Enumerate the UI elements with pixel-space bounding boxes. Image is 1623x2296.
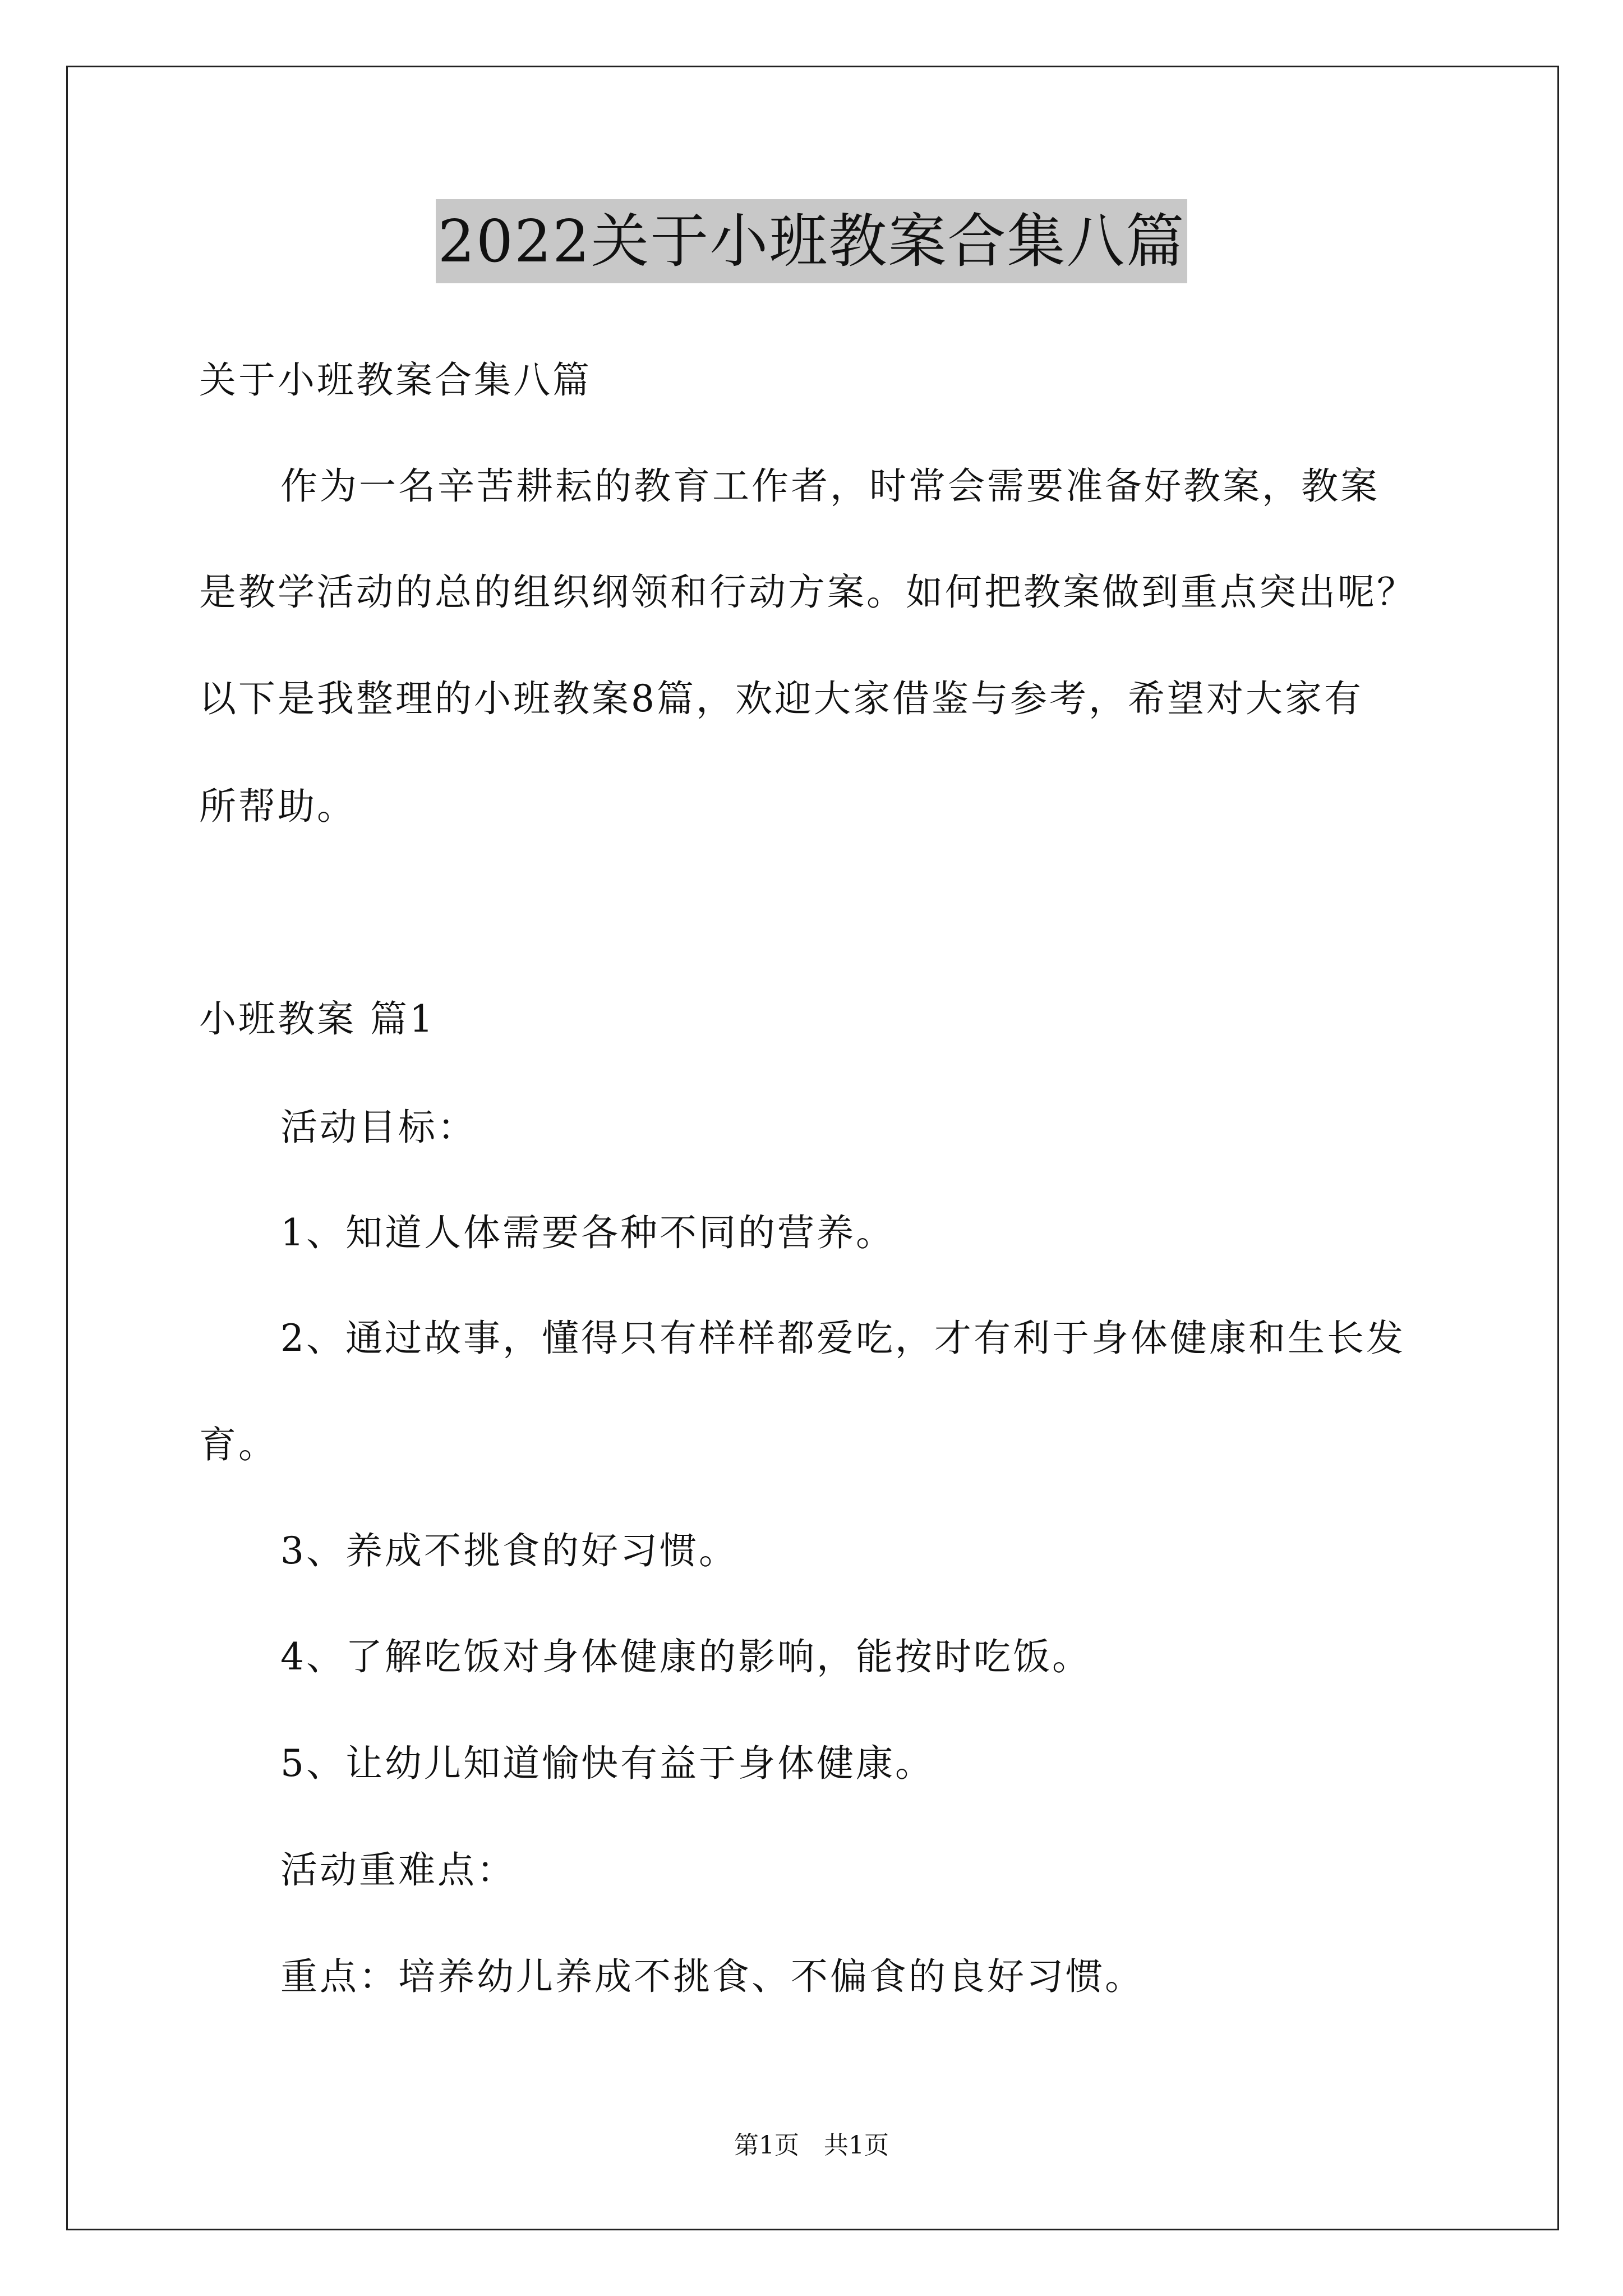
document-title: 2022关于小班教案合集八篇 <box>436 199 1188 283</box>
intro-line-3: 以下是我整理的小班教案8篇，欢迎大家借鉴与参考，希望对大家有 <box>199 677 1363 720</box>
intro-line-4: 所帮助。 <box>199 785 356 828</box>
goals-label: 活动目标： <box>280 1106 477 1149</box>
goal-item-1: 1、知道人体需要各种不同的营养。 <box>280 1211 895 1254</box>
title-container <box>0 199 1623 283</box>
intro-line-2: 是教学活动的总的组织纲领和行动方案。如何把教案做到重点突出呢？ <box>199 570 1416 614</box>
key-point: 重点：培养幼儿养成不挑食、不偏食的良好习惯。 <box>280 1955 1144 1998</box>
section-heading: 小班教案 篇1 <box>199 997 435 1041</box>
intro-line-1: 作为一名辛苦耕耘的教育工作者，时常会需要准备好教案，教案 <box>280 464 1380 508</box>
goal-item-2: 2、通过故事，懂得只有样样都爱吃，才有利于身体健康和生长发 <box>280 1317 1405 1360</box>
document-subtitle: 关于小班教案合集八篇 <box>199 358 592 402</box>
goal-item-2-continued: 育。 <box>199 1423 278 1466</box>
goal-item-5: 5、让幼儿知道愉快有益于身体健康。 <box>280 1742 934 1785</box>
goal-item-4: 4、了解吃饭对身体健康的影响，能按时吃饭。 <box>280 1635 1091 1678</box>
difficulty-label: 活动重难点： <box>280 1848 516 1892</box>
page-footer: 第1页 共1页 <box>734 2131 889 2160</box>
goal-item-3: 3、养成不挑食的好习惯。 <box>280 1529 738 1572</box>
